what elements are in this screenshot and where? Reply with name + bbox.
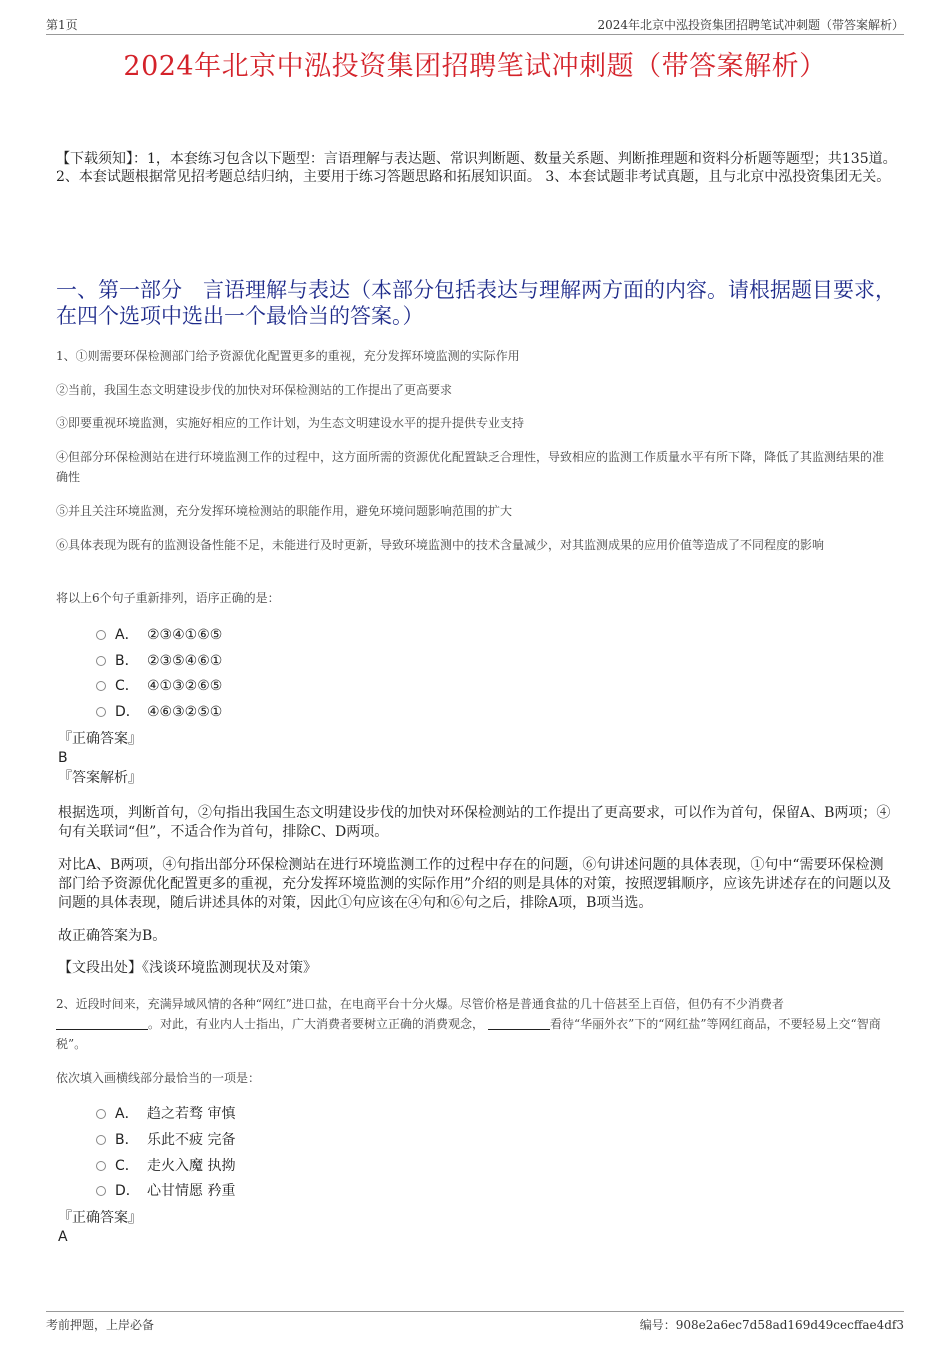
q2-stem	[56, 994, 891, 1054]
option-label: A．	[115, 627, 139, 643]
q2-blank-1	[56, 1017, 148, 1030]
q1-analysis-para-3: 故正确答案为B。	[58, 928, 167, 944]
radio-icon[interactable]	[96, 1161, 106, 1171]
q2-stem-part1: 2、近段时间来，充满异域风情的各种“网红”进口盐，在电商平台十分火爆。尽管价格是普通食盐的几十倍甚至上百倍，但仍有不少消费者	[56, 997, 784, 1011]
radio-icon[interactable]	[96, 656, 106, 666]
option-label: C．	[115, 678, 139, 694]
option-text: ②③⑤④⑥①	[147, 653, 223, 669]
document-title: 2024年北京中泓投资集团招聘笔试冲刺题（带答案解析）	[123, 51, 827, 82]
q1-option-d[interactable]	[96, 701, 222, 721]
radio-icon[interactable]	[96, 1109, 106, 1119]
radio-icon[interactable]	[96, 1186, 106, 1196]
q1-option-b[interactable]	[96, 650, 222, 670]
option-text: 趋之若骛 审慎	[147, 1106, 236, 1122]
q1-analysis-para-1: 根据选项，判断首句，②句指出我国生态文明建设步伐的加快对环保检测站的工作提出了更高要求，可以作为首句，保留A、B两项；④句有关联词“但”，不适合作为首句，排除C、D两项。	[58, 805, 891, 840]
q1-analysis-para-2: 对比A、B两项，④句指出部分环保检测站在进行环境监测工作的过程中存在的问题，⑥句讲述问题的具体表现，①句中“需要环保检测部门给予资源优化配置更多的重视，充分发挥环境监测的实际作用”介绍的则是具体的对策，按照逻辑顺序，应该先讲述存在的问题以及问题的具体表现，随后讲述具体的对策，因此①句应该在④句和⑥句之后，排除A项，B项当选。	[58, 857, 892, 911]
radio-icon[interactable]	[96, 630, 106, 640]
q1-sentence-1: 1、①则需要环保检测部门给予资源优化配置更多的重视，充分发挥环境监测的实际作用	[56, 349, 520, 363]
q2-blank-2	[488, 1017, 550, 1030]
q1-sentence-4: ④但部分环保检测站在进行环境监测工作的过程中，这方面所需的资源优化配置缺乏合理性，导致相应的监测工作质量水平有所下降，降低了其监测结果的准确性	[56, 450, 885, 484]
q1-option-a[interactable]	[96, 624, 222, 644]
q2-stem-part3: 看待“华丽外衣”下的“网红盐”等网红商品，不要轻易上交“智商税”。	[56, 1017, 881, 1051]
page-footer	[46, 1311, 904, 1332]
q2-option-c[interactable]	[96, 1155, 235, 1175]
q2-answer-label: 『正确答案』	[58, 1210, 142, 1226]
radio-icon[interactable]	[96, 681, 106, 691]
option-text: ②③④①⑥⑤	[147, 627, 223, 643]
q1-answer-value: B	[58, 750, 68, 766]
section-heading: 一、第一部分 言语理解与表达（本部分包括表达与理解两方面的内容。请根据题目要求，在四个选项中选出一个最恰当的答案。）	[56, 278, 896, 328]
q1-sentence-6: ⑥具体表现为既有的监测设备性能不足，未能进行及时更新，导致环境监测中的技术含量减少，对其监测成果的应用价值等造成了不同程度的影响	[56, 538, 825, 552]
footer-slogan: 考前押题，上岸必备	[46, 1318, 155, 1332]
option-text: 心甘情愿 矜重	[147, 1183, 236, 1199]
option-label: C．	[115, 1158, 139, 1174]
q2-answer-value: A	[58, 1229, 68, 1245]
option-label: D．	[115, 704, 140, 720]
q1-sentence-3: ③即要重视环境监测，实施好相应的工作计划，为生态文明建设水平的提升提供专业支持	[56, 416, 525, 430]
page-header	[46, 14, 904, 35]
download-notice: 【下载须知】：1，本套练习包含以下题型：言语理解与表达题、常识判断题、数量关系题、判断推理题和资料分析题等题型；共135道。 2、本套试题根据常见招考题总结归纳，主要用于练习答题思路和拓展知识面。 3、本套试题非考试真题，且与北京中泓投资集团无关。	[56, 151, 897, 185]
footer-serial: 编号：908e2a6ec7d58ad169d49cecffae4df3	[639, 1318, 904, 1332]
option-text: 乐此不疲 完备	[147, 1132, 236, 1148]
option-label: D．	[115, 1183, 140, 1199]
option-text: 走火入魔 执拗	[147, 1158, 236, 1174]
page-number: 第1页	[46, 18, 78, 32]
q2-option-b[interactable]	[96, 1129, 235, 1149]
option-text: ④⑥③②⑤①	[147, 704, 223, 720]
q2-stem-part2: 。对此，有业内人士指出，广大消费者要树立正确的消费观念，	[148, 1017, 485, 1031]
q1-source: 【文段出处】《浅谈环境监测现状及对策》	[58, 960, 317, 976]
option-label: B．	[115, 653, 139, 669]
q2-prompt: 依次填入画横线部分最恰当的一项是：	[56, 1071, 261, 1085]
q1-prompt: 将以上6个句子重新排列，语序正确的是：	[56, 591, 280, 605]
header-doc-title: 2024年北京中泓投资集团招聘笔试冲刺题（带答案解析）	[597, 18, 904, 32]
q1-option-c[interactable]	[96, 675, 222, 695]
q1-sentence-2: ②当前，我国生态文明建设步伐的加快对环保检测站的工作提出了更高要求	[56, 383, 453, 397]
q1-sentence-5: ⑤并且关注环境监测，充分发挥环境检测站的职能作用，避免环境问题影响范围的扩大	[56, 504, 513, 518]
option-label: B．	[115, 1132, 139, 1148]
q1-analysis-label: 『答案解析』	[58, 770, 142, 786]
q1-answer-label: 『正确答案』	[58, 731, 142, 747]
radio-icon[interactable]	[96, 1135, 106, 1145]
radio-icon[interactable]	[96, 707, 106, 717]
q2-option-d[interactable]	[96, 1180, 235, 1200]
option-label: A．	[115, 1106, 139, 1122]
option-text: ④①③②⑥⑤	[147, 678, 223, 694]
q2-option-a[interactable]	[96, 1103, 235, 1123]
